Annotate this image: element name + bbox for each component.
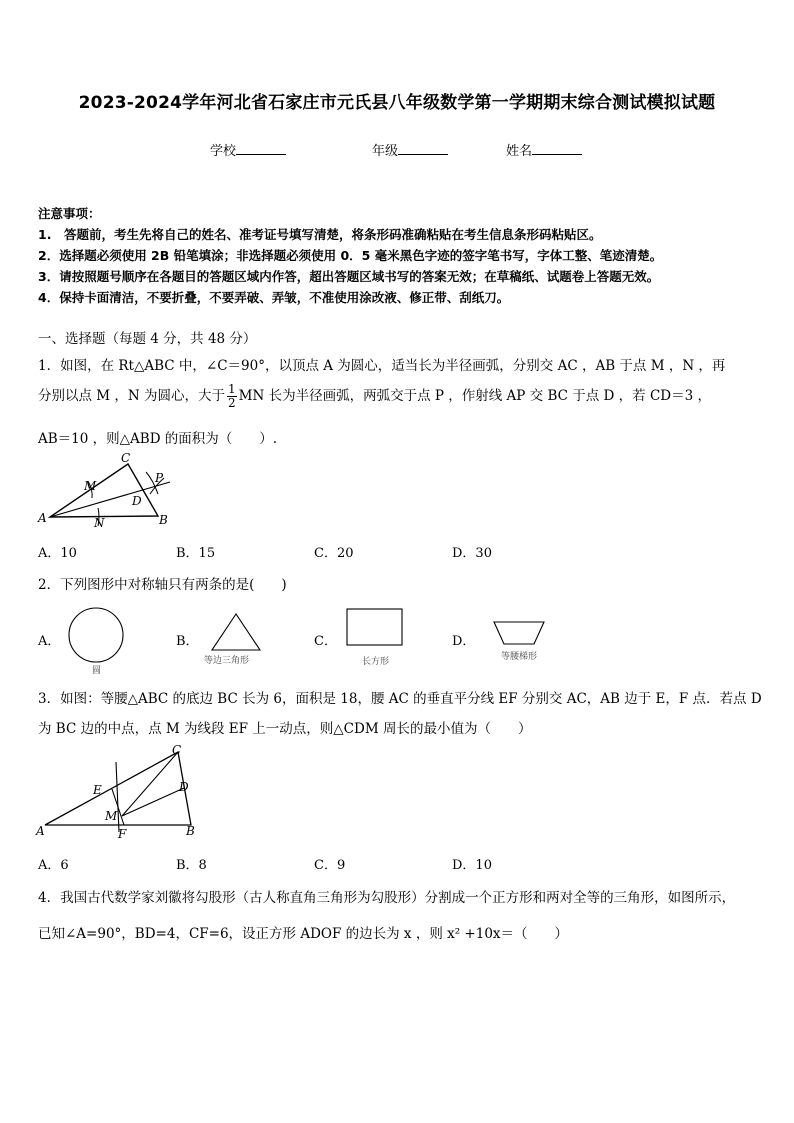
q3-label-b: B [186, 824, 195, 838]
q3-label-e: E [93, 783, 102, 797]
name-blank[interactable] [532, 142, 582, 155]
q2-option-d-letter[interactable]: D． [452, 634, 476, 649]
school-field[interactable] [210, 140, 286, 159]
school-blank[interactable] [236, 142, 286, 155]
q3-label-a: A [36, 824, 45, 838]
note-item-1: 1. 答题前，考生先将自己的姓名、准考证号填写清楚，将条形码准确粘贴在考生信息条形码粘贴区。 [38, 227, 602, 242]
q3-label-m: M [105, 809, 118, 823]
q1-label-c: C [121, 451, 131, 465]
q3-option-b[interactable]: B．8 [176, 858, 207, 873]
rectangle-shape [347, 609, 402, 645]
q3-option-a[interactable]: A．6 [38, 858, 69, 873]
q1-line3: AB＝10 ，则△ABD 的面积为（ ）. [38, 431, 278, 447]
q1-label-p: P [155, 471, 164, 485]
q2-option-b-letter[interactable]: B． [176, 634, 199, 649]
q3-line1: 3．如图：等腰△ABC 的底边 BC 长为 6，面积是 18，腰 AC 的垂直平分线 EF 分别交 AC，AB 边于 E，F 点．若点 D [38, 691, 762, 707]
q3-label-c: C [172, 743, 182, 757]
q2-option-a-figure[interactable] [62, 603, 136, 677]
q1-option-d[interactable]: D．30 [452, 546, 492, 561]
q1-option-b[interactable]: B．15 [176, 546, 216, 561]
name-label: 姓名 [506, 144, 533, 159]
note-item-3: 3．请按照题号顺序在各题目的答题区域内作答，超出答题区域书写的答案无效；在草稿纸、试题卷上答题无效。 [38, 269, 660, 284]
q1-figure [36, 450, 178, 532]
q1-frac-num: 1 [228, 382, 236, 396]
q3-segment-cm [122, 752, 178, 816]
exam-title: 2023-2024学年河北省石家庄市元氏县八年级数学第一学期期末综合测试模拟试题 [78, 93, 716, 113]
q2-caption-a: 圆 [92, 666, 102, 676]
q3-option-d[interactable]: D．10 [452, 858, 492, 873]
q3-segment-dm [122, 788, 184, 816]
q2-option-a-letter[interactable]: A． [38, 634, 61, 649]
grade-field[interactable] [372, 140, 448, 159]
q2-stem: 2．下列图形中对称轴只有两条的是( ) [38, 577, 287, 593]
q1-label-d: D [132, 494, 142, 508]
q3-option-c[interactable]: C．9 [314, 858, 346, 873]
q2-caption-b: 等边三角形 [204, 656, 250, 666]
q1-line2 [38, 383, 711, 410]
q1-line1: 1．如图，在 Rt△ABC 中，∠C＝90°，以顶点 A 为圆心，适当长为半径画弧，分别交 AC ，AB 于点 M ，N ，再 [38, 358, 726, 374]
q2-option-d-figure[interactable] [490, 614, 552, 664]
q2-option-c-figure[interactable] [340, 605, 412, 669]
q2-option-c-letter[interactable]: C． [314, 634, 337, 649]
name-field[interactable] [506, 140, 582, 159]
q3-line2: 为 BC 边的中点，点 M 为线段 EF 上一动点，则△CDM 周长的最小值为（ ） [38, 721, 532, 737]
q3-figure [34, 742, 200, 842]
q3-label-d: D [179, 780, 189, 794]
q1-option-a[interactable]: A．10 [38, 546, 77, 561]
q1-line2-a: 分别以点 M ，N 为圆心，大于 [38, 388, 226, 404]
section-heading: 一、选择题（每题 4 分，共 48 分） [38, 331, 257, 347]
q2-caption-d: 等腰梯形 [501, 652, 538, 662]
grade-label: 年级 [372, 144, 399, 159]
school-label: 学校 [210, 144, 237, 159]
q1-line2-b: MN 长为半径画弧，两弧交于点 P ，作射线 AP 交 BC 于点 D ，若 CD＝3 ， [238, 388, 711, 404]
q1-fraction [227, 383, 237, 410]
q4-line1: 4．我国古代数学家刘徽将勾股形（古人称直角三角形为勾股形）分割成一个正方形和两对全等的三角形，如图所示， [38, 890, 736, 906]
q1-label-m: M [84, 479, 97, 493]
trapezoid-shape [494, 622, 544, 644]
note-item-2: 2．选择题必须使用 2B 铅笔填涂；非选择题必须使用 0．5 毫米黑色字迹的签字笔书写，字体工整、笔迹清楚。 [38, 248, 663, 263]
q1-label-b: B [159, 513, 168, 527]
grade-blank[interactable] [398, 142, 448, 155]
q1-ray-ap [50, 482, 170, 517]
triangle-shape [212, 614, 260, 650]
q1-frac-den: 2 [228, 396, 236, 410]
q1-label-a: A [38, 511, 47, 525]
q2-option-b-figure[interactable] [200, 608, 280, 668]
q2-caption-c: 长方形 [362, 657, 390, 667]
q3-label-f: F [118, 827, 127, 841]
notes-heading: 注意事项： [38, 206, 101, 221]
note-item-4: 4．保持卡面清洁，不要折叠，不要弄破、弄皱，不准使用涂改液、修正带、刮纸刀。 [38, 290, 510, 305]
q4-line2: 已知∠A=90°，BD=4，CF=6，设正方形 ADOF 的边长为 x ，则 x² +10x＝（ ） [38, 926, 569, 942]
q1-option-c[interactable]: C．20 [314, 546, 354, 561]
q1-label-n: N [94, 516, 105, 530]
circle-shape [69, 608, 123, 662]
